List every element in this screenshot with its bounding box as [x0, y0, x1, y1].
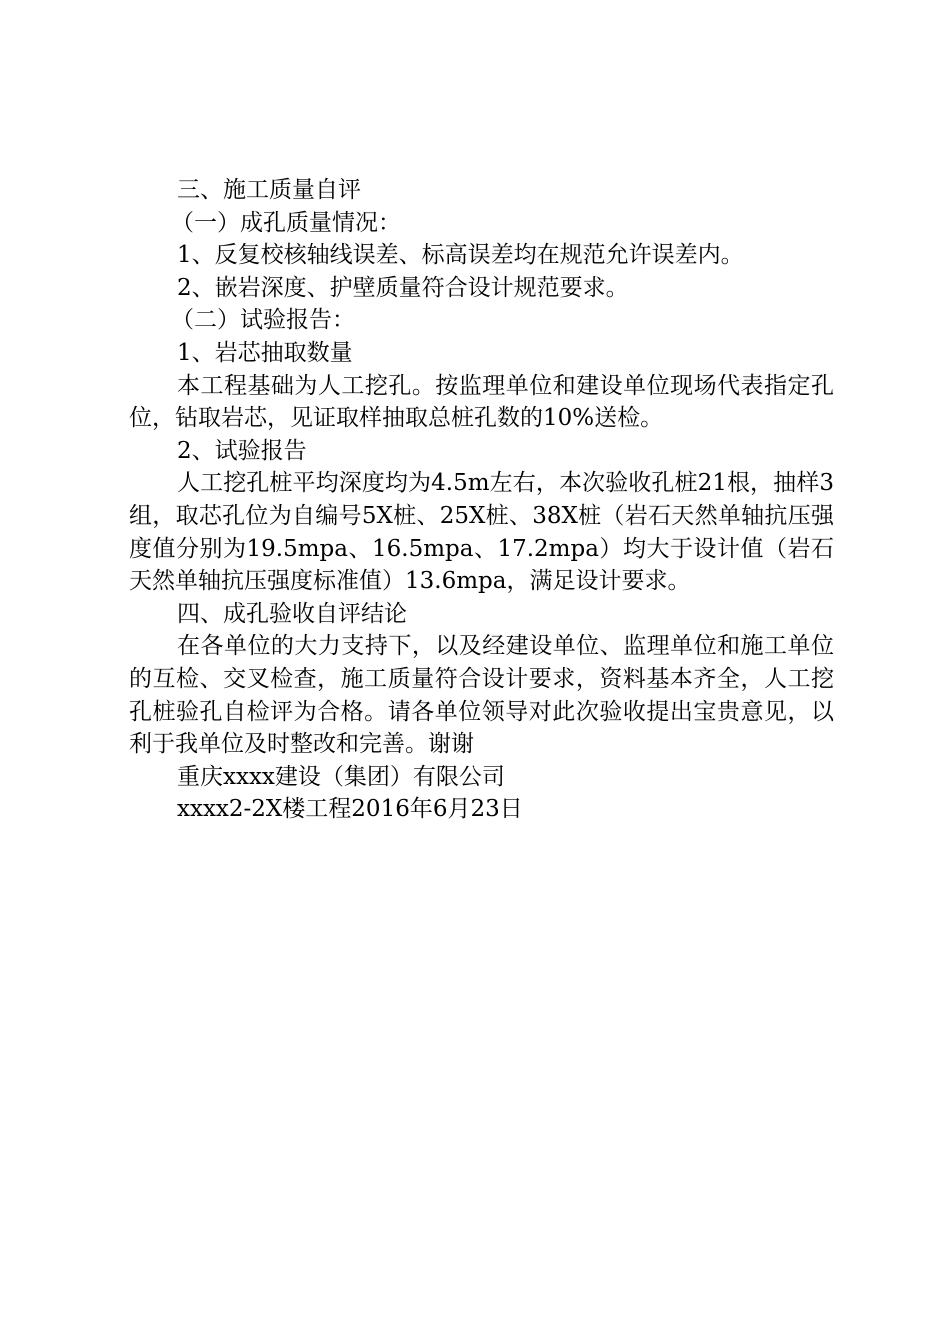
subsection-heading-test-report: （二）试验报告： — [171, 307, 355, 334]
item-heading-test-report: 2、试验报告 — [177, 437, 307, 464]
list-item-axis-error: 1、反复校核轴线误差、标高误差均在规范允许误差内。 — [177, 242, 744, 269]
section-heading-quality-self-evaluation: 三、施工质量自评 — [177, 177, 361, 203]
signature-company: 重庆xxxx建设（集团）有限公司 — [177, 763, 505, 790]
list-item-rock-depth: 2、嵌岩深度、护壁质量符合设计规范要求。 — [177, 274, 629, 301]
paragraph-core-sampling: 本工程基础为人工挖孔。按监理单位和建设单位现场代表指定孔位，钻取岩芯，见证取样抽取总桩孔数的10%送检。 — [129, 372, 834, 432]
item-heading-core-sampling: 1、岩芯抽取数量 — [177, 339, 353, 366]
paragraph-conclusion: 在各单位的大力支持下，以及经建设单位、监理单位和施工单位的互检、交叉检查，施工质量符合设计要求，资料基本齐全，人工挖孔桩验孔自检评为合格。请各单位领导对此次验收提出宝贵意见，以利于我单位及时整改和完善。谢谢 — [129, 633, 834, 758]
signature-project-date: xxxx2-2X楼工程2016年6月23日 — [177, 796, 523, 823]
paragraph-test-report: 人工挖孔桩平均深度均为4.5m左右，本次验收孔桩21根，抽样3组，取芯孔位为自编号5X桩、25X桩、38X桩（岩石天然单轴抗压强度值分别为19.5mpa、16.5mpa、17.2mpa）均大于设计值（岩石天然单轴抗压强度标准值）13.6mpa，满足设计要求。 — [129, 470, 834, 595]
subsection-heading-hole-quality: （一）成孔质量情况： — [171, 209, 401, 236]
section-heading-conclusion: 四、成孔验收自评结论 — [177, 600, 407, 627]
document-body — [129, 174, 834, 826]
